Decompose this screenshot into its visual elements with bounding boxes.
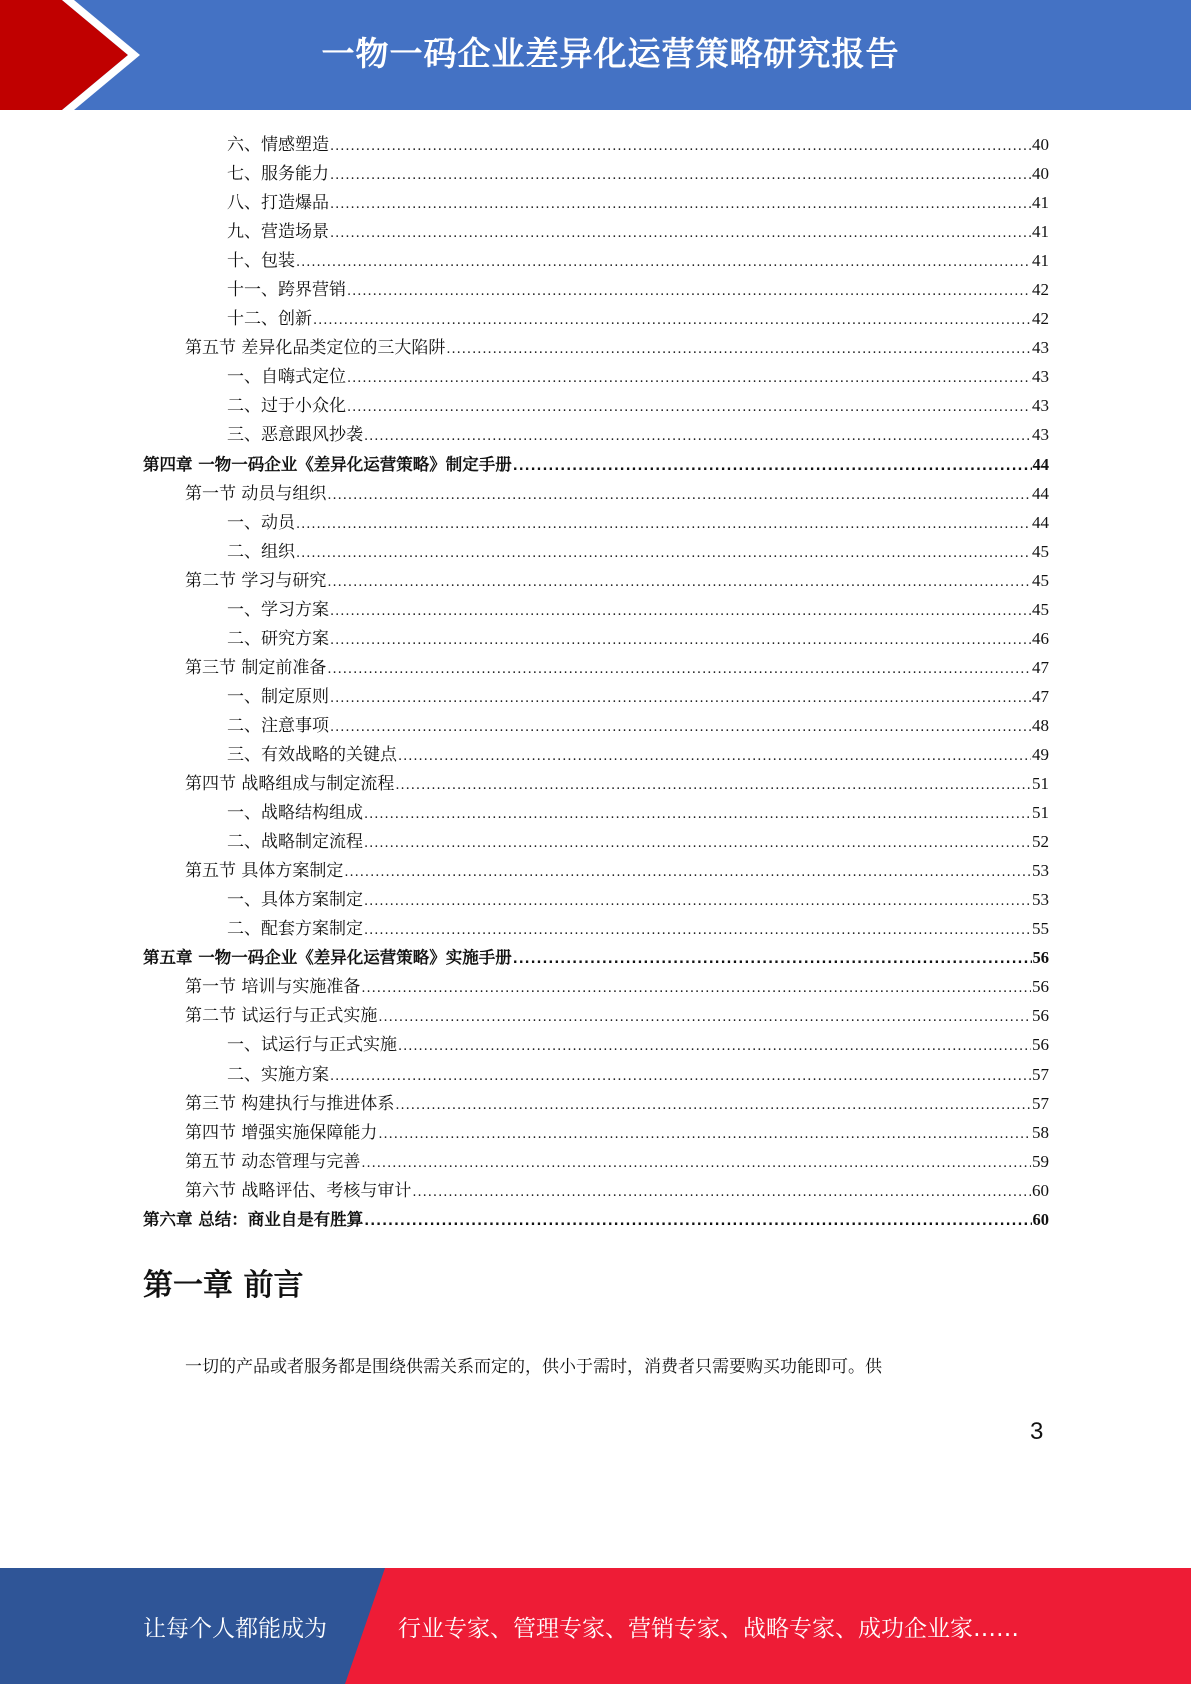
dot-leader bbox=[327, 567, 1031, 597]
toc-entry-page: 47 bbox=[1032, 657, 1049, 677]
dot-leader bbox=[327, 480, 1031, 510]
page-header bbox=[0, 0, 1191, 110]
toc-entry[interactable] bbox=[143, 1176, 1049, 1205]
dot-leader bbox=[347, 363, 1031, 393]
toc-entry-title: 八、打造爆品 bbox=[227, 193, 329, 214]
toc-entry[interactable] bbox=[143, 1030, 1049, 1059]
dot-leader bbox=[313, 305, 1031, 335]
toc-entry-title: 二、过于小众化 bbox=[227, 396, 346, 417]
toc-entry[interactable] bbox=[143, 914, 1049, 943]
toc-entry-page: 56 bbox=[1032, 977, 1049, 997]
toc-entry-page: 49 bbox=[1032, 744, 1049, 764]
dot-leader bbox=[364, 828, 1031, 858]
toc-entry[interactable] bbox=[143, 972, 1049, 1001]
toc-entry[interactable] bbox=[143, 537, 1049, 566]
toc-entry-title: 二、组织 bbox=[227, 541, 295, 562]
dot-leader bbox=[330, 189, 1031, 219]
toc-entry-title: 一、学习方案 bbox=[227, 599, 329, 620]
dot-leader bbox=[513, 943, 1032, 974]
toc-entry[interactable] bbox=[143, 508, 1049, 537]
footer-slogan-left: 让每个人都能成为 bbox=[143, 1616, 327, 1642]
toc-entry-title: 九、营造场景 bbox=[227, 222, 329, 243]
page-footer bbox=[0, 1568, 1191, 1684]
dot-leader bbox=[327, 654, 1031, 684]
toc-entry-page: 53 bbox=[1032, 861, 1049, 881]
toc-entry-page: 52 bbox=[1032, 832, 1049, 852]
toc-entry[interactable] bbox=[143, 885, 1049, 914]
dot-leader bbox=[446, 334, 1031, 364]
toc-entry-title: 第一节 培训与实施准备 bbox=[185, 977, 361, 998]
toc-entry-title: 第四章 一物一码企业《差异化运营策略》制定手册 bbox=[143, 454, 512, 474]
toc-entry[interactable] bbox=[143, 420, 1049, 449]
toc-entry-title: 二、战略制定流程 bbox=[227, 832, 363, 853]
toc-entry[interactable] bbox=[143, 682, 1049, 711]
dot-leader bbox=[398, 1031, 1031, 1061]
toc-entry-page: 40 bbox=[1032, 164, 1049, 184]
toc-entry-title: 第一节 动员与组织 bbox=[185, 483, 327, 504]
toc-entry-title: 第二节 试运行与正式实施 bbox=[185, 1006, 378, 1027]
toc-entry-page: 59 bbox=[1032, 1151, 1049, 1171]
toc-entry[interactable] bbox=[143, 653, 1049, 682]
dot-leader bbox=[378, 1002, 1031, 1032]
toc-entry[interactable] bbox=[143, 740, 1049, 769]
toc-entry-title: 第三节 构建执行与推进体系 bbox=[185, 1093, 395, 1114]
toc-entry-page: 46 bbox=[1032, 628, 1049, 648]
dot-leader bbox=[347, 276, 1031, 306]
dot-leader bbox=[330, 683, 1031, 713]
toc-entry-title: 二、实施方案 bbox=[227, 1064, 329, 1085]
toc-entry-title: 第五节 动态管理与完善 bbox=[185, 1151, 361, 1172]
toc-entry[interactable] bbox=[143, 479, 1049, 508]
toc-entry[interactable] bbox=[143, 188, 1049, 217]
toc-entry-page: 47 bbox=[1032, 686, 1049, 706]
toc-entry[interactable] bbox=[143, 798, 1049, 827]
toc-entry-title: 第五章 一物一码企业《差异化运营策略》实施手册 bbox=[143, 948, 512, 968]
toc-entry-page: 48 bbox=[1032, 715, 1049, 735]
toc-entry-title: 十一、跨界营销 bbox=[227, 280, 346, 301]
toc-entry[interactable] bbox=[143, 1118, 1049, 1147]
dot-leader bbox=[364, 421, 1031, 451]
dot-leader bbox=[296, 538, 1031, 568]
dot-leader bbox=[364, 799, 1031, 829]
toc-entry[interactable] bbox=[143, 333, 1049, 362]
dot-leader bbox=[395, 1090, 1031, 1120]
toc-entry-page: 56 bbox=[1032, 1035, 1049, 1055]
toc-entry-title: 三、有效战略的关键点 bbox=[227, 744, 397, 765]
dot-leader bbox=[344, 857, 1031, 887]
toc-entry-title: 一、制定原则 bbox=[227, 686, 329, 707]
toc-entry[interactable] bbox=[143, 566, 1049, 595]
toc-entry-page: 58 bbox=[1032, 1122, 1049, 1142]
toc-entry[interactable] bbox=[143, 130, 1049, 159]
dot-leader bbox=[330, 131, 1031, 161]
toc-entry-title: 第五节 具体方案制定 bbox=[185, 861, 344, 882]
toc-entry[interactable] bbox=[143, 159, 1049, 188]
dot-leader bbox=[296, 509, 1031, 539]
dot-leader bbox=[364, 1205, 1031, 1236]
toc-entry[interactable] bbox=[143, 1205, 1049, 1234]
dot-leader bbox=[364, 915, 1031, 945]
dot-leader bbox=[330, 712, 1031, 742]
toc-entry-page: 45 bbox=[1032, 570, 1049, 590]
toc-entry-page: 56 bbox=[1032, 1006, 1049, 1026]
table-of-contents bbox=[143, 130, 1049, 1234]
toc-entry-page: 56 bbox=[1032, 948, 1049, 968]
toc-entry-page: 40 bbox=[1032, 135, 1049, 154]
toc-entry[interactable] bbox=[143, 827, 1049, 856]
toc-entry-title: 七、服务能力 bbox=[227, 164, 329, 185]
toc-entry[interactable] bbox=[143, 391, 1049, 420]
toc-entry[interactable] bbox=[143, 1001, 1049, 1030]
dot-leader bbox=[330, 160, 1031, 190]
toc-entry-page: 51 bbox=[1032, 803, 1049, 823]
toc-entry-page: 43 bbox=[1032, 338, 1049, 358]
dot-leader bbox=[330, 1061, 1031, 1091]
toc-entry-page: 41 bbox=[1032, 251, 1049, 271]
toc-entry-page: 55 bbox=[1032, 919, 1049, 939]
toc-entry-title: 一、战略结构组成 bbox=[227, 803, 363, 824]
toc-entry-title: 一、试运行与正式实施 bbox=[227, 1035, 397, 1056]
toc-entry-title: 十二、创新 bbox=[227, 309, 312, 330]
toc-entry-title: 一、动员 bbox=[227, 512, 295, 533]
toc-entry-title: 六、情感塑造 bbox=[227, 135, 329, 155]
toc-entry-title: 第六章 总结：商业自是有胜算 bbox=[143, 1209, 364, 1229]
toc-entry[interactable] bbox=[143, 1060, 1049, 1089]
toc-entry[interactable] bbox=[143, 711, 1049, 740]
toc-entry[interactable] bbox=[143, 304, 1049, 333]
toc-entry[interactable] bbox=[143, 624, 1049, 653]
toc-entry-title: 二、注意事项 bbox=[227, 715, 329, 736]
toc-entry[interactable] bbox=[143, 1089, 1049, 1118]
toc-entry-page: 41 bbox=[1032, 222, 1049, 242]
dot-leader bbox=[361, 973, 1031, 1003]
dot-leader bbox=[347, 392, 1031, 422]
toc-entry-page: 57 bbox=[1032, 1093, 1049, 1113]
toc-entry[interactable] bbox=[143, 362, 1049, 391]
dot-leader bbox=[330, 218, 1031, 248]
toc-entry-title: 一、具体方案制定 bbox=[227, 890, 363, 911]
toc-entry-page: 60 bbox=[1032, 1180, 1049, 1200]
toc-entry[interactable] bbox=[143, 769, 1049, 798]
toc-entry-title: 第五节 差异化品类定位的三大陷阱 bbox=[185, 338, 446, 359]
toc-entry-page: 45 bbox=[1032, 599, 1049, 619]
toc-entry-title: 第六节 战略评估、考核与审计 bbox=[185, 1180, 412, 1201]
footer-slogan-right: 行业专家、管理专家、营销专家、战略专家、成功企业家…… bbox=[398, 1616, 1019, 1642]
toc-entry-title: 十、包装 bbox=[227, 251, 295, 272]
toc-entry-page: 43 bbox=[1032, 425, 1049, 445]
toc-entry[interactable] bbox=[143, 275, 1049, 304]
dot-leader bbox=[330, 596, 1031, 626]
toc-entry-page: 60 bbox=[1032, 1209, 1049, 1229]
dot-leader bbox=[395, 770, 1031, 800]
toc-entry-page: 43 bbox=[1032, 367, 1049, 387]
toc-entry-title: 第二节 学习与研究 bbox=[185, 570, 327, 591]
toc-entry-title: 二、研究方案 bbox=[227, 628, 329, 649]
toc-entry-title: 二、配套方案制定 bbox=[227, 919, 363, 940]
toc-entry[interactable] bbox=[143, 246, 1049, 275]
chapter-heading: 第一章 前言 bbox=[143, 1268, 304, 1303]
page-number: 3 bbox=[1030, 1418, 1044, 1445]
toc-entry[interactable] bbox=[143, 595, 1049, 624]
document-title: 一物一码企业差异化运营策略研究报告 bbox=[321, 34, 900, 73]
toc-entry-page: 45 bbox=[1032, 541, 1049, 561]
toc-entry[interactable] bbox=[143, 450, 1049, 479]
toc-entry[interactable] bbox=[143, 217, 1049, 246]
toc-entry-page: 44 bbox=[1032, 483, 1049, 503]
toc-entry[interactable] bbox=[143, 943, 1049, 972]
toc-entry-page: 42 bbox=[1032, 280, 1049, 300]
toc-entry-page: 57 bbox=[1032, 1064, 1049, 1084]
dot-leader bbox=[378, 1119, 1031, 1149]
dot-leader bbox=[296, 247, 1031, 277]
toc-entry-title: 一、自嗨式定位 bbox=[227, 367, 346, 388]
toc-entry-page: 44 bbox=[1032, 512, 1049, 532]
toc-entry-page: 44 bbox=[1032, 454, 1049, 474]
dot-leader bbox=[361, 1148, 1031, 1178]
toc-entry-page: 43 bbox=[1032, 396, 1049, 416]
toc-entry-title: 第三节 制定前准备 bbox=[185, 657, 327, 678]
toc-entry[interactable] bbox=[143, 856, 1049, 885]
dot-leader bbox=[513, 450, 1032, 481]
body-paragraph: 一切的产品或者服务都是围绕供需关系而定的，供小于需时，消费者只需要购买功能即可。供 bbox=[185, 1357, 882, 1377]
toc-entry-page: 41 bbox=[1032, 193, 1049, 213]
dot-leader bbox=[330, 625, 1031, 655]
toc-entry-title: 第四节 增强实施保障能力 bbox=[185, 1122, 378, 1143]
dot-leader bbox=[398, 741, 1031, 771]
toc-entry-title: 第四节 战略组成与制定流程 bbox=[185, 774, 395, 795]
toc-entry-page: 42 bbox=[1032, 309, 1049, 329]
dot-leader bbox=[364, 886, 1031, 916]
dot-leader bbox=[412, 1177, 1031, 1207]
toc-entry[interactable] bbox=[143, 1147, 1049, 1176]
toc-entry-title: 三、恶意跟风抄袭 bbox=[227, 425, 363, 446]
toc-entry-page: 51 bbox=[1032, 774, 1049, 794]
toc-entry-page: 53 bbox=[1032, 890, 1049, 910]
